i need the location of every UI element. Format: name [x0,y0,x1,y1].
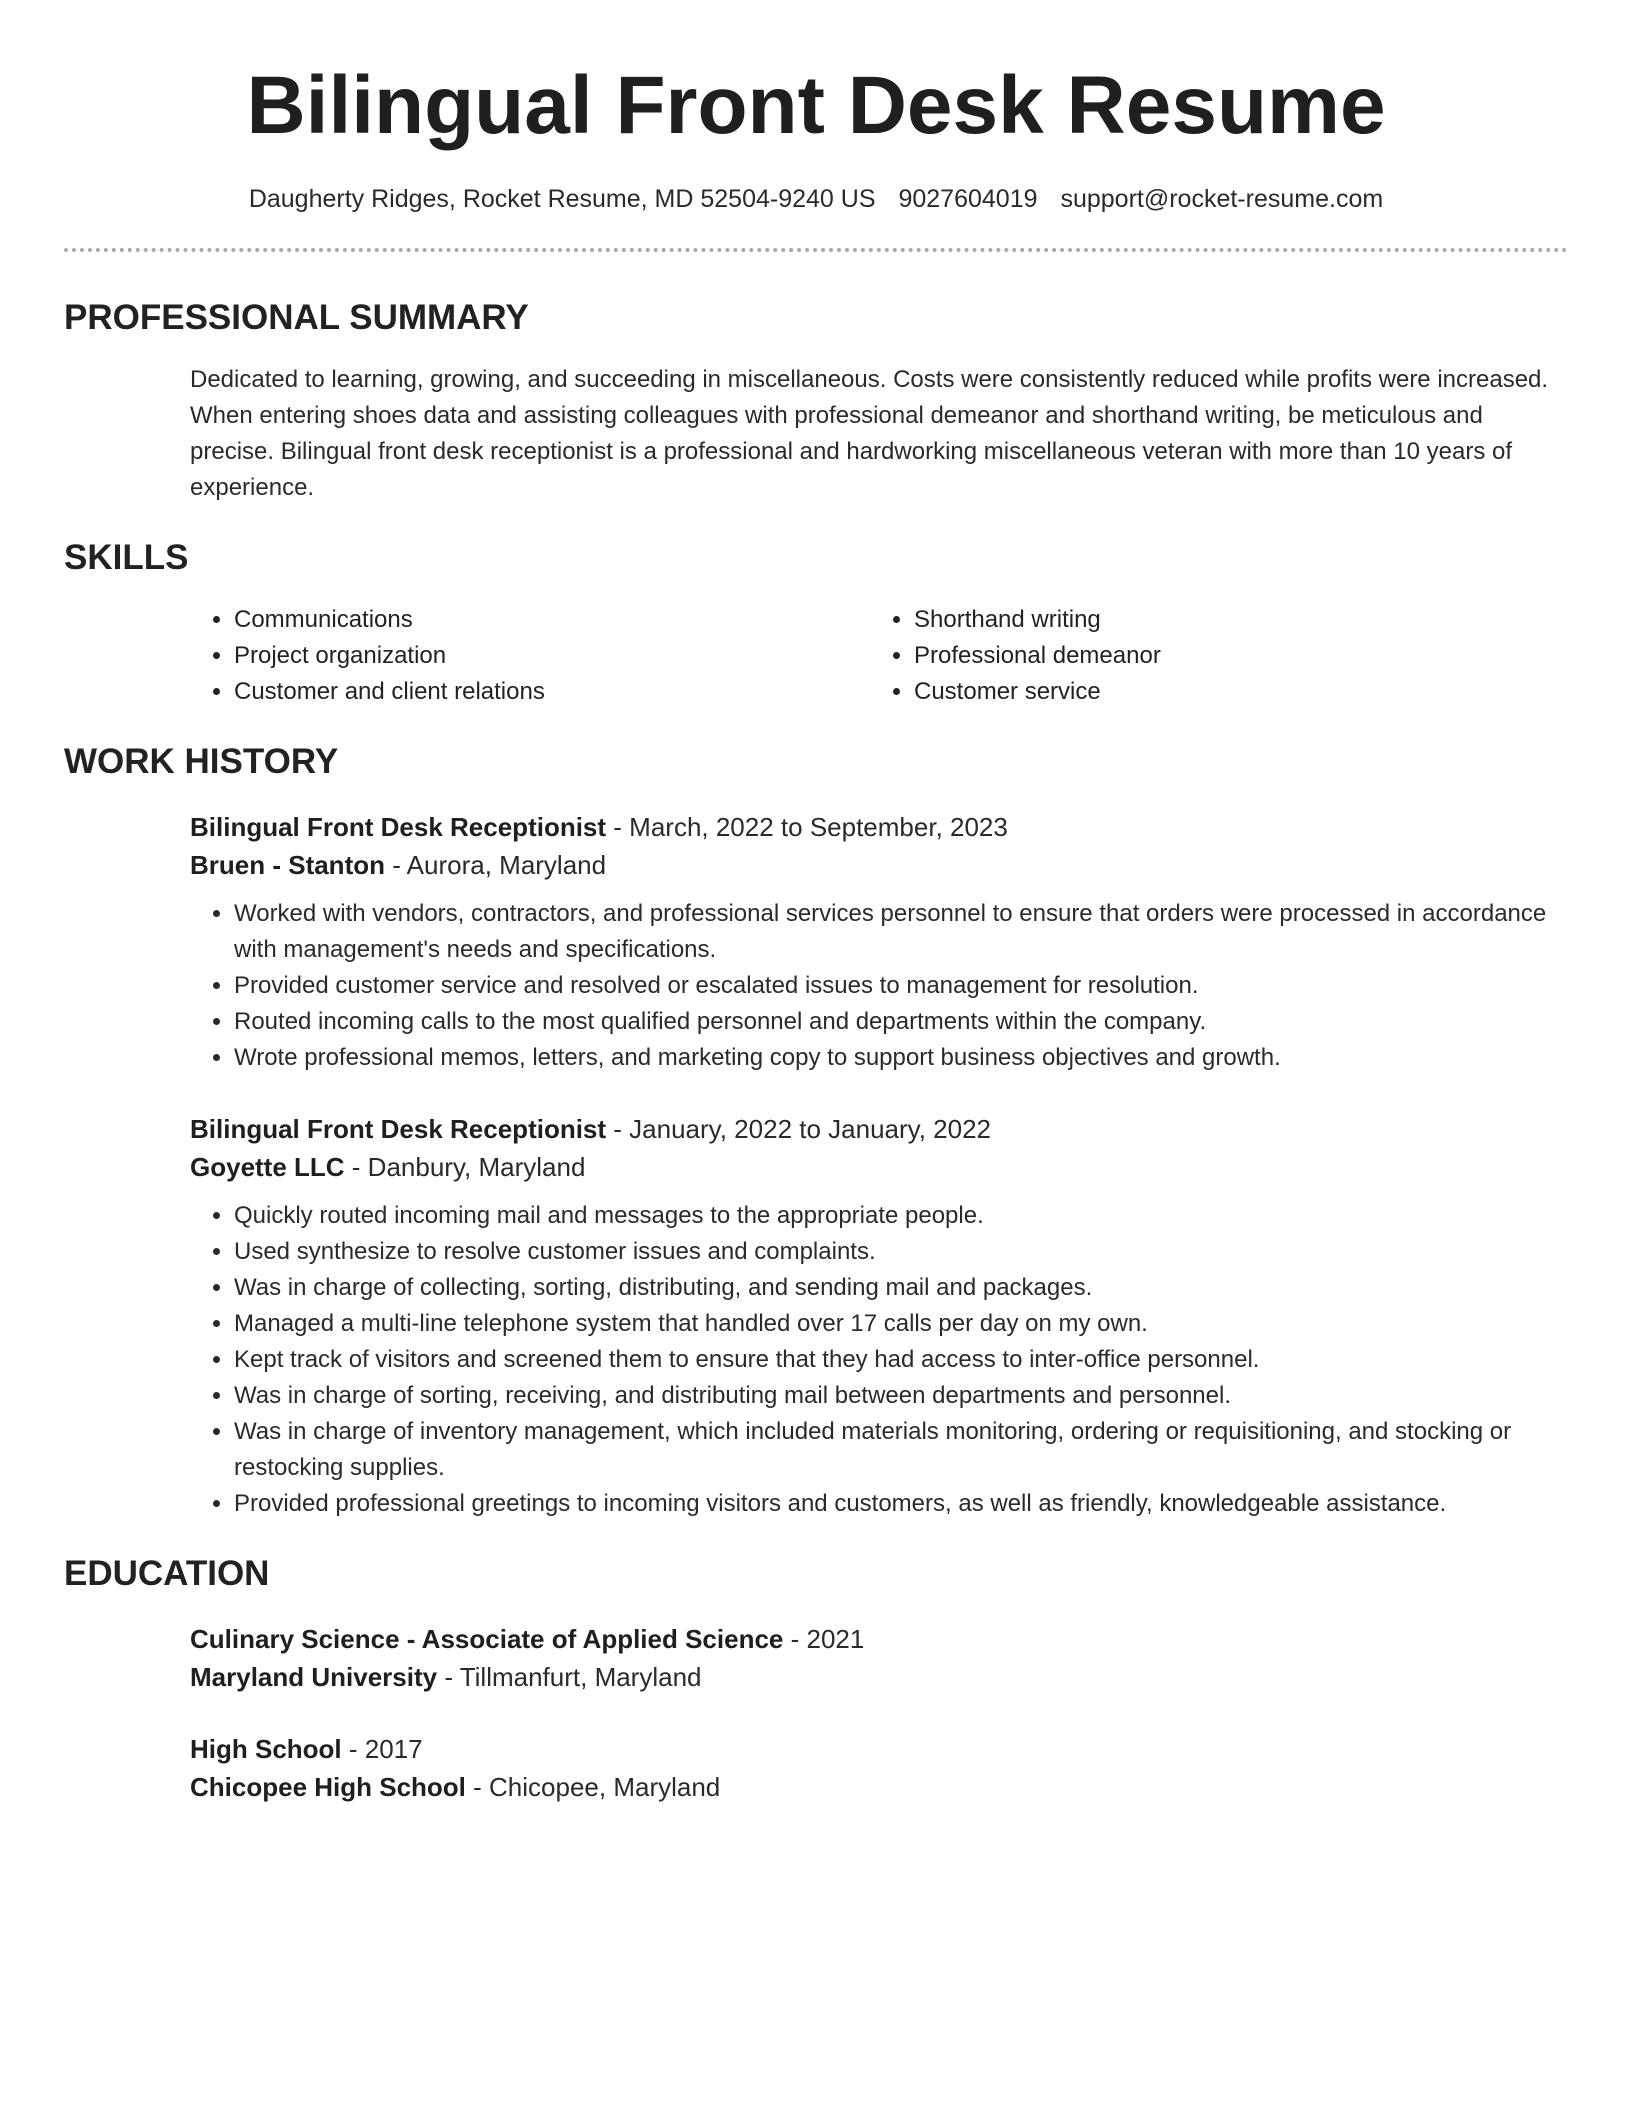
contact-line [64,182,1568,216]
job-role-line [190,808,1568,846]
education-location: - Tillmanfurt, Maryland [437,1662,702,1692]
skills-column-left [190,602,870,710]
section-title-education: EDUCATION [64,1554,270,1593]
skills-column-right [870,602,1550,710]
skill-item: • Project organization [234,638,870,674]
job-bullet: • Was in charge of sorting, receiving, and distributing mail between departments and personnel. [234,1378,1568,1414]
job-bullet: • Managed a multi-line telephone system that handled over 17 calls per day on my own. [234,1306,1568,1342]
job-bullet: • Kept track of visitors and screened them to ensure that they had access to inter-office personnel. [234,1342,1568,1378]
education-school-line [190,1658,1568,1696]
job-entry [190,808,1568,1076]
education-school: Chicopee High School [190,1772,466,1802]
education-school-line [190,1768,1568,1806]
job-company: Bruen - Stanton [190,850,385,880]
skill-item: • Customer and client relations [234,674,870,710]
job-bullets [190,1198,1568,1522]
email-text: support@rocket-resume.com [1060,185,1384,213]
skill-item: • Customer service [914,674,1550,710]
education-degree: Culinary Science - Associate of Applied Science [190,1624,784,1654]
job-location: - Aurora, Maryland [385,850,607,880]
job-bullet: • Wrote professional memos, letters, and marketing copy to support business objectives and growth. [234,1040,1568,1076]
job-bullet: • Was in charge of collecting, sorting, distributing, and sending mail and packages. [234,1270,1568,1306]
education-degree-line [190,1620,1568,1658]
job-role-line [190,1110,1568,1148]
job-role: Bilingual Front Desk Receptionist [190,1114,607,1144]
job-bullets [190,896,1568,1076]
skill-item: • Professional demeanor [914,638,1550,674]
header-divider [64,248,1568,252]
job-bullet: • Routed incoming calls to the most qualified personnel and departments within the company. [234,1004,1568,1040]
education-entry [190,1620,1568,1696]
skill-item: • Shorthand writing [914,602,1550,638]
education-year: - 2017 [341,1734,423,1764]
education-degree: High School [190,1734,342,1764]
job-dates: - January, 2022 to January, 2022 [606,1114,992,1144]
section-title-work-history: WORK HISTORY [64,742,339,781]
summary-text: Dedicated to learning, growing, and succeeding in miscellaneous. Costs were consistently reduced while profits were increased. When entering shoes data and assisting colleagues with professional demeanor and shorthand writing, be meticulous and precise. Bilingual front desk receptionist is a professional and hardworking miscellaneous veteran with more than 10 years of experience. [190,366,1549,501]
job-location: - Danbury, Maryland [344,1152,586,1182]
job-company-line [190,846,1568,884]
address-text: Daugherty Ridges, Rocket Resume, MD 52504-9240 US [248,185,876,213]
education-entry [190,1730,1568,1806]
job-bullet: • Quickly routed incoming mail and messages to the appropriate people. [234,1198,1568,1234]
job-bullet: • Was in charge of inventory management, which included materials monitoring, ordering or requisitioning, and stocking or restocking supplies. [234,1414,1568,1486]
job-company: Goyette LLC [190,1152,345,1182]
skills-list [190,602,1568,710]
resume-title: Bilingual Front Desk Resume [246,60,1386,151]
job-bullet: • Worked with vendors, contractors, and professional services personnel to ensure that orders were processed in accordance with management's needs and specifications. [234,896,1568,968]
job-dates: - March, 2022 to September, 2023 [606,812,1008,842]
section-title-skills: SKILLS [64,538,189,577]
job-bullet: • Used synthesize to resolve customer issues and complaints. [234,1234,1568,1270]
education-location: - Chicopee, Maryland [465,1772,721,1802]
phone-text: 9027604019 [898,185,1038,213]
job-role: Bilingual Front Desk Receptionist [190,812,607,842]
education-school: Maryland University [190,1662,438,1692]
education-year: - 2021 [783,1624,865,1654]
job-company-line [190,1148,1568,1186]
job-bullet: • Provided customer service and resolved or escalated issues to management for resolution. [234,968,1568,1004]
skill-item: • Communications [234,602,870,638]
section-title-summary: PROFESSIONAL SUMMARY [64,298,529,337]
education-degree-line [190,1730,1568,1768]
job-bullet: • Provided professional greetings to incoming visitors and customers, as well as friendly, knowledgeable assistance. [234,1486,1568,1522]
job-entry [190,1110,1568,1522]
